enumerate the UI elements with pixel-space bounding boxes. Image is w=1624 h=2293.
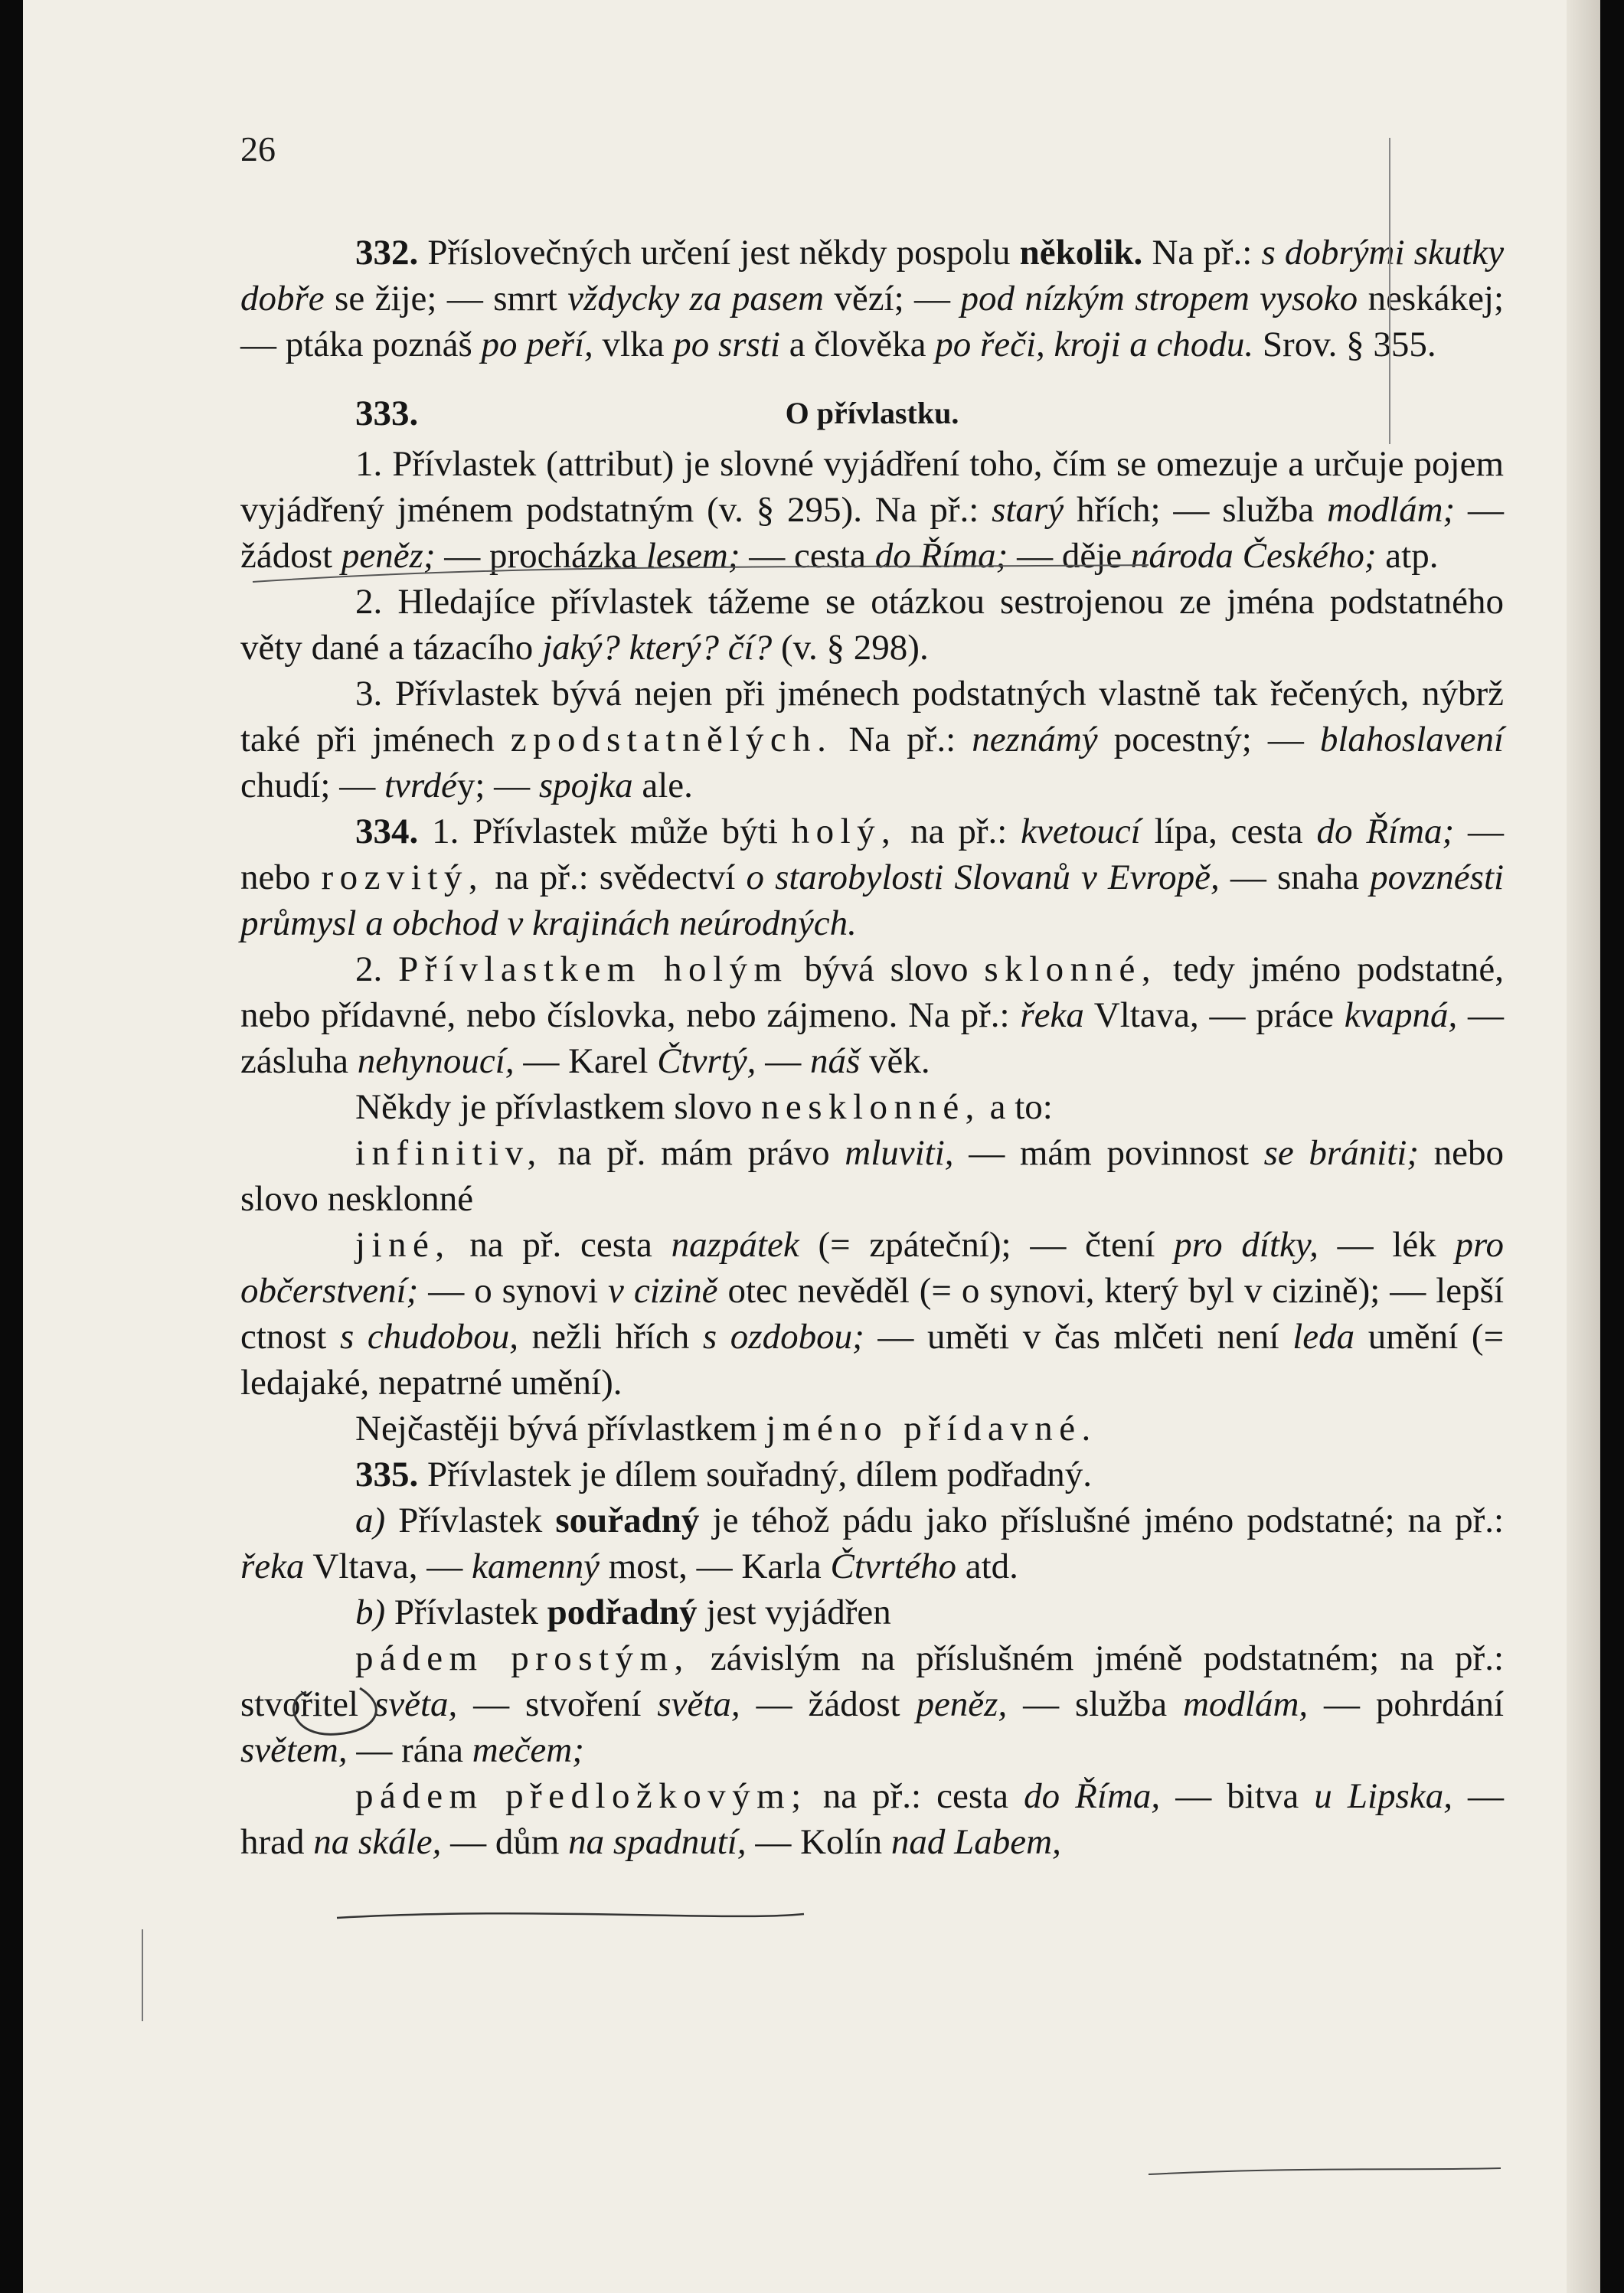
example: kamenný [471, 1547, 600, 1586]
section-number: 335. [355, 1455, 419, 1494]
example: kvapná, [1344, 995, 1458, 1035]
text: Nejčastěji bývá přívlastkem [355, 1409, 757, 1449]
paragraph-334-infinitiv [240, 1130, 1504, 1222]
text: na př. cesta [469, 1225, 652, 1265]
text: a člověka [789, 325, 926, 364]
example: o starobylosti Slovanů v Evropě, [746, 857, 1220, 897]
page-text [240, 115, 1504, 1865]
text: atd. [965, 1547, 1018, 1586]
example: světem, [240, 1730, 348, 1770]
text: — Karel [523, 1041, 649, 1081]
example: Čtvrtý, [657, 1041, 756, 1081]
example: nehynoucí, [357, 1041, 515, 1081]
text: — hrad [240, 1776, 1505, 1862]
text: — dům [450, 1822, 560, 1862]
text: jest vyjádřen [706, 1592, 891, 1632]
text: 1. Přívlastek může býti [432, 812, 778, 851]
text: Přívlastek je dílem souřadný, dílem podřadný. [427, 1455, 1093, 1494]
text: — cesta [749, 536, 866, 576]
example: Čtvrtého [830, 1547, 956, 1586]
paragraph-334-2 [240, 946, 1504, 1084]
text: — Kolín [755, 1822, 883, 1862]
text: — [765, 1041, 802, 1081]
text: na př.: cesta [822, 1776, 1009, 1816]
example: lesem; [645, 536, 740, 576]
text: — bitva [1175, 1776, 1299, 1816]
bold-term: několik. [1019, 233, 1143, 273]
paragraph-334-last [240, 1406, 1504, 1452]
text: Vltava, — [312, 1547, 463, 1586]
example: neznámý [972, 720, 1098, 759]
example: světa, [374, 1684, 458, 1724]
text: pocestný; — [1113, 720, 1304, 759]
example: mluviti, [845, 1133, 954, 1173]
text: — pohrdání [1324, 1684, 1505, 1724]
text: — nebo [240, 812, 1505, 897]
text: most, — Karla [608, 1547, 822, 1586]
text: ale. [642, 766, 693, 805]
example: řeka [240, 1547, 305, 1586]
spaced-term: jiné, [355, 1225, 451, 1265]
paragraph-333-1 [240, 441, 1504, 579]
page-number: 26 [240, 129, 276, 168]
spaced-term: pádem prostým, [355, 1638, 690, 1678]
example: po řeči, kroji a chodu. [935, 325, 1254, 364]
example: v cizině [608, 1271, 718, 1311]
text: neskákej; — ptáka poznáš [240, 279, 1505, 364]
text: chudí; — [240, 766, 376, 805]
text: 2. Hledajíce přívlastek tážeme se otázkou sestrojenou ze jména podstatného věty dané a tázacího [240, 582, 1504, 668]
section-title: O přívlastku. [785, 396, 959, 430]
example: tvrdé [384, 766, 457, 805]
text: — žádost [756, 1684, 900, 1724]
text: Srov. § 355. [1262, 325, 1436, 364]
item-label: a) [355, 1501, 386, 1540]
text: závislým na příslušném jméně podstatném; na př.: stvořitel [240, 1638, 1504, 1724]
example: se brániti; [1263, 1133, 1419, 1173]
example: světa, [657, 1684, 740, 1724]
paragraph-334-jine [240, 1222, 1504, 1406]
example: na skále, [313, 1822, 442, 1862]
text: 3. Přívlastek bývá nejen při jménech podstatných vlastně tak řečených, nýbrž také při jménech [240, 674, 1504, 759]
example: mečem; [472, 1730, 584, 1770]
text: Přívlastek [394, 1592, 538, 1632]
text: vlka [602, 325, 665, 364]
section-332 [240, 230, 1504, 367]
example: do Říma, [1024, 1776, 1161, 1816]
text: — stvoření [473, 1684, 642, 1724]
paragraph-334-3 [240, 1084, 1504, 1130]
example: po srsti [673, 325, 780, 364]
text: Na př.: [1152, 233, 1253, 273]
example: s chudobou, [339, 1317, 518, 1357]
example: nad Labem, [890, 1822, 1061, 1862]
text: na př. mám právo [557, 1133, 830, 1173]
paragraph-334-1 [240, 808, 1504, 946]
text: vězí; — [834, 279, 951, 318]
section-number: 332. [355, 233, 419, 273]
bold-term: podřadný [547, 1592, 698, 1632]
example: pod nízkým stropem vysoko [960, 279, 1358, 318]
spaced-term: rozvitý, [321, 857, 485, 897]
text: na př.: [910, 812, 1008, 851]
text: — žádost [240, 490, 1505, 576]
text: — uměti v čas mlčeti není [877, 1317, 1279, 1357]
text: y; — [456, 766, 531, 805]
example: náš [809, 1041, 861, 1081]
example: starý [992, 490, 1064, 530]
spaced-term: sklonné, [984, 949, 1158, 989]
text: hřích; — služba [1076, 490, 1315, 530]
paragraph-335-a [240, 1498, 1504, 1589]
example: vždycky za pasem [567, 279, 824, 318]
text: — mám povinnost [969, 1133, 1249, 1173]
section-number: 334. [355, 812, 419, 851]
paragraph-335-pad-predlozkovy [240, 1773, 1504, 1865]
example: modlám; [1327, 490, 1456, 530]
text: nebo slovo nesklonné [240, 1133, 1505, 1219]
paragraph-335-b [240, 1589, 1504, 1635]
example: řeka [1020, 995, 1084, 1035]
text: je téhož pádu jako příslušné jméno podstatné; na př.: [712, 1501, 1505, 1540]
example: národa Českého; [1130, 536, 1377, 576]
text: se žije; — smrt [335, 279, 557, 318]
spaced-term: zpodstatnělých. [510, 720, 833, 759]
text: — služba [1023, 1684, 1168, 1724]
text: Vltava, — práce [1093, 995, 1335, 1035]
example: pro dítky, [1174, 1225, 1318, 1265]
example: kvetoucí [1021, 812, 1141, 851]
text: umění (= ledajaké, nepatrné umění). [240, 1317, 1505, 1403]
spaced-term: pádem předložkovým; [355, 1776, 808, 1816]
spaced-term: infinitiv, [355, 1133, 543, 1173]
text: 2. [355, 949, 383, 989]
text: — procházka [444, 536, 638, 576]
text: — lék [1337, 1225, 1436, 1265]
text: — rána [356, 1730, 463, 1770]
example: s ozdobou; [702, 1317, 864, 1357]
example: povznésti průmysl a obchod v krajinách neúrodných. [240, 857, 1505, 943]
text: otec nevěděl (= o synovi, který byl v cizině); — lepší ctnost [240, 1271, 1505, 1357]
text: — o synovi [428, 1271, 599, 1311]
paragraph-333-3 [240, 671, 1504, 808]
text: (v. § 298). [780, 628, 929, 668]
text: tedy jméno podstatné, nebo přídavné, nebo číslovka, nebo zájmeno. Na př.: [240, 949, 1504, 1035]
example: u Lipska, [1314, 1776, 1452, 1816]
text: (= zpáteční); — čtení [818, 1225, 1155, 1265]
bold-term: souřadný [555, 1501, 700, 1540]
example: po peří, [481, 325, 593, 364]
page-edge-shadow [1567, 0, 1600, 2293]
example: pro občerstvení; [240, 1225, 1505, 1311]
paragraph-335 [240, 1452, 1504, 1498]
item-label: b) [355, 1592, 386, 1632]
text: a to: [989, 1087, 1053, 1127]
example: jaký? který? čí? [542, 628, 773, 668]
example: na spadnutí, [568, 1822, 747, 1862]
example: do Říma; [1316, 812, 1455, 851]
text: věk. [868, 1041, 930, 1081]
text: Příslovečných určení jest někdy pospolu [427, 233, 1011, 273]
example: peněz; [341, 536, 436, 576]
text: na př.: svědectví [495, 857, 736, 897]
section-number: 333. [355, 394, 419, 433]
paragraph-333-2 [240, 579, 1504, 671]
text: atp. [1385, 536, 1439, 576]
example: modlám, [1182, 1684, 1309, 1724]
spaced-term: holý, [791, 812, 897, 851]
text: — děje [1017, 536, 1122, 576]
text: — zásluha [240, 995, 1505, 1081]
example: peněz, [916, 1684, 1008, 1724]
spaced-term: jméno přídavné. [766, 1409, 1097, 1449]
example: s dobrými skutky dobře [240, 233, 1505, 318]
text: Přívlastek [398, 1501, 543, 1540]
text: nežli hřích [531, 1317, 690, 1357]
section-333-heading [240, 390, 1504, 436]
spaced-term: Přívlastkem holým [398, 949, 789, 989]
text: 1. Přívlastek (attribut) je slovné vyjádření toho, čím se omezuje a určuje pojem vyjádřený jménem podstatným (v. § 295). Na př.: [240, 444, 1504, 530]
text: bývá slovo [804, 949, 969, 989]
text: Na př.: [848, 720, 956, 759]
paragraph-335-pad-prosty [240, 1635, 1504, 1773]
example: blahoslavení [1319, 720, 1505, 759]
example: nazpátek [671, 1225, 799, 1265]
text: — snaha [1230, 857, 1359, 897]
text: Někdy je přívlastkem slovo [355, 1087, 753, 1127]
example: leda [1292, 1317, 1355, 1357]
example: do Říma; [874, 536, 1008, 576]
text: lípa, cesta [1154, 812, 1303, 851]
spaced-term: nesklonné, [760, 1087, 981, 1127]
example: spojka [538, 766, 633, 805]
